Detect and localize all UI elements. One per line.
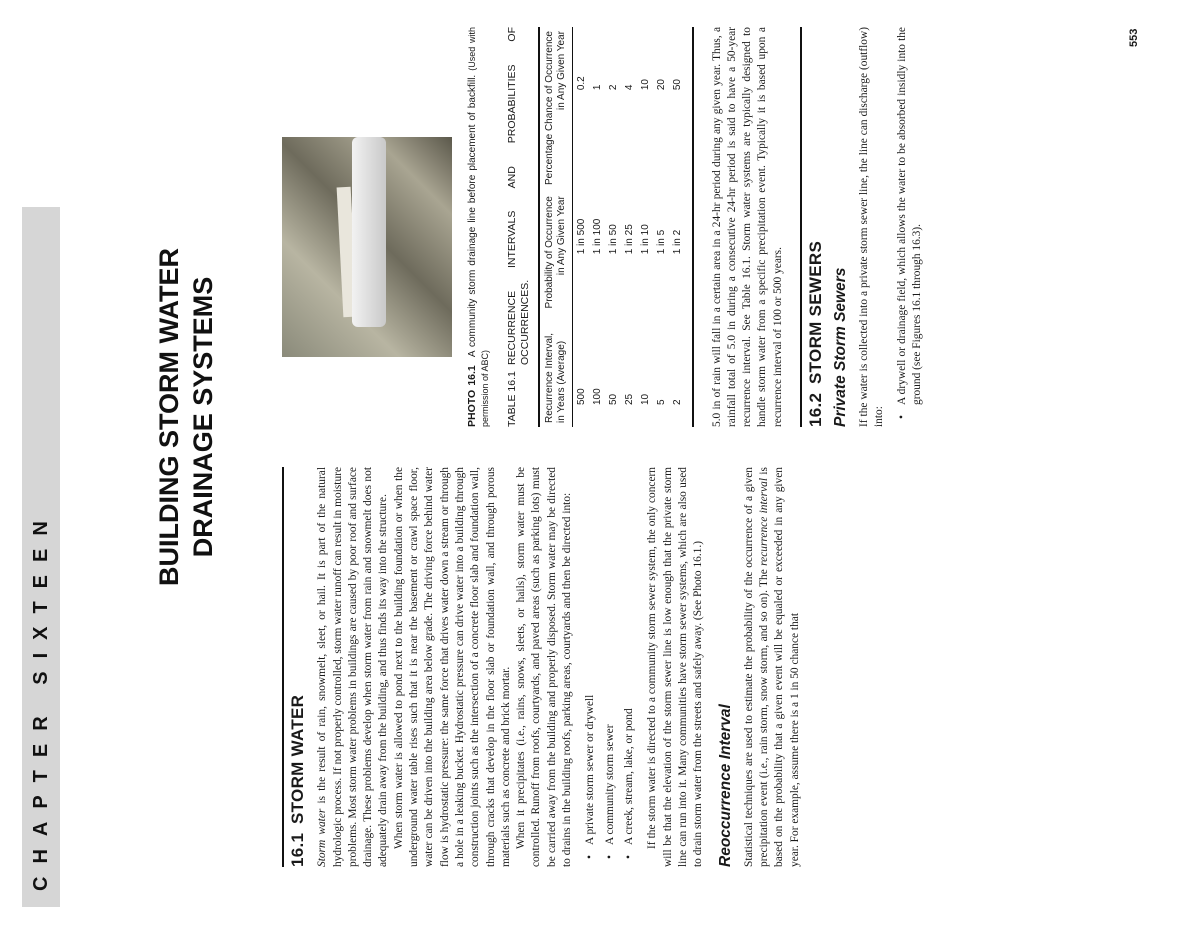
table-cell: 100 [591,388,603,405]
table-cell: 500 [575,388,587,405]
table-cell: 1 in 100 [591,218,603,255]
right-column [282,27,934,427]
table-row [669,27,693,427]
table-cell: 20 [655,79,667,91]
paragraph-text: is based on the probability that a given event will be equaled or exceeded in any given year. For example, assume there is a 1 in 50 chance that [758,467,801,867]
table-cell: 10 [639,393,651,405]
paragraph: 5.0 in of rain will fall in a certain area in a 24-hr period during any given year. Thus, a rainfall total of 5.0 in during a consecutive 24-hr period is said to have a 50-year recurrence interval. See Table 16.1. Storm water systems are typically designed to handle storm water from a specific precipitation event. Typically it is based upon a recurrence interval of 100 or 500 years. [710,27,784,427]
left-column [282,467,803,867]
section-heading-16-1 [290,467,305,867]
table-row [653,27,669,427]
defined-term: Storm water [316,808,329,867]
table-header-cell: Probability of Occurrence in Any Given Year [544,196,567,309]
section-rule [282,467,284,867]
chapter-banner [22,207,60,907]
table-cell: 50 [607,393,619,405]
defined-term: recurrence interval [758,477,771,566]
table-row [621,27,637,427]
table-cell: 1 in 500 [575,218,587,255]
paragraph: When storm water is allowed to pond next to the building foundation or when the underground water table rises such that it is near the basement or crawl space floor, water can be driven into the building area below grade. The driving force behind water flow is hydrostatic pressure: the same force that drives water down a stream or through a hole in a leaking bucket. Hydrostatic pressure can drive water into a building through construction joints such as the intersection of a concrete floor slab and foundation wall, through cracks that develop in the floor slab or foundation wall, and through porous materials such as concrete and brick mortar. [392,467,512,867]
paragraph [315,467,391,867]
bullet-icon: • [896,415,909,419]
photo-pipe-shape [352,137,386,327]
table-cell: 1 in 10 [639,224,651,255]
photo-storm-drainage-line [282,137,452,357]
table-cell: 25 [623,393,635,405]
bullet-icon: • [622,855,635,859]
list-item [603,467,618,867]
table-cell: 1 in 50 [607,224,619,255]
list-item [622,467,637,867]
chapter-title-line-2: DRAINAGE SYSTEMS [188,276,218,558]
table-row [605,27,621,427]
paragraph: If the storm water is directed to a community storm sewer system, the only concern will be that the elevation of the storm sewer line is low enough that the private storm line can run into it. Many communities have storm sewer systems, which are also used to drain storm water from the streets and safely away. (See Photo 16.1.) [646,467,705,867]
chapter-label: CHAPTER SIXTEEN [29,508,52,891]
section-number: 16.2 [805,392,825,427]
table-row [637,27,653,427]
table-row [573,27,590,427]
list-item [895,27,926,427]
section-title: STORM SEWERS [805,240,825,384]
paragraph [742,467,803,867]
table-cell: 4 [623,84,635,91]
list-item-text: A drywell or drainage field, which allows the water to be absorbed insidly into the ground (see Figures 16.1 through 16.3). [896,27,924,405]
bullet-list [583,467,637,867]
section-rule [800,27,802,427]
table-cell: 1 in 5 [655,229,667,255]
section-heading-16-2 [805,27,825,427]
list-item [583,467,598,867]
table-cell: 1 [591,84,603,91]
page-number: 553 [1128,28,1140,47]
recurrence-table [538,27,694,427]
table-row [589,27,605,427]
table-number: TABLE 16.1 [506,371,518,427]
list-item-text: A community storm sewer [603,724,616,845]
bullet-icon: • [603,855,616,859]
paragraph-text: Statistical techniques are used to estimate the probability of the occurrence of a given precipitation event (i.e., rain storm, snow storm, and so on). The [742,467,771,867]
paragraph: If the water is collected into a private storm sewer line, the line can discharge (outflow) into: [857,27,885,427]
subheading-recurrence: Reoccurrence Interval [717,704,735,867]
subheading-private-storm-sewers: Private Storm Sewers [832,267,850,427]
table-cell: 1 in 25 [623,224,635,255]
bullet-list [895,27,926,427]
table-title-text: RECURRENCE INTERVALS AND PROBABILITIES OF OCCURRENCES. [506,27,531,365]
table-cell: 5 [655,399,667,405]
section-title: STORM WATER [288,694,307,824]
table-cell: 10 [639,79,651,91]
table-cell: 1 in 2 [671,229,683,255]
table-header-row [539,27,573,427]
table-header-cell: Percentage Chance of Occurrence in Any Given Year [544,31,567,185]
table-cell: 50 [671,79,683,91]
list-item-text: A private storm sewer or drywell [584,694,597,845]
chapter-title [152,207,220,627]
photo-label: PHOTO 16.1 [466,365,478,427]
list-item-text: A creek, stream, lake, or pond [622,708,635,845]
bullet-icon: • [584,855,597,859]
photo-caption-text: A community storm drainage line before placement of backfill. [467,74,478,358]
paragraph-text: is the result of rain, snowmelt, sleet, or hail. It is part of the natural hydrologic process. If not properly controlled, storm water runoff can result in moisture problems. Most storm water problems in buildings are caused by poor roof and surface drainage. These problems develop when storm water from rain and snowmelt does not adequately drain away from the building, and thus finds its way into the structure. [316,467,390,867]
table-title [506,27,532,427]
photo-caption [466,27,492,427]
paragraph: When it precipitates (i.e., rains, snows, sleets, or hails), storm water must be controlled. Runoff from roofs, courtyards, and paved areas (such as parking lots) must be carried away from the building and properly disposed. Storm water may be directed to drains in the building roofs, parking areas, courtyards and then be directed into: [515,467,574,867]
table-cell: 2 [607,84,619,91]
photo-credit: (Used with permission of ABC) [467,27,490,427]
chapter-title-line-1: BUILDING STORM WATER [154,248,184,586]
section-number: 16.1 [288,832,307,867]
table-cell: 2 [671,399,683,405]
table-cell: 0.2 [575,76,587,91]
table-header-cell: Recurrence Interval, in Years (Average) [544,332,567,423]
